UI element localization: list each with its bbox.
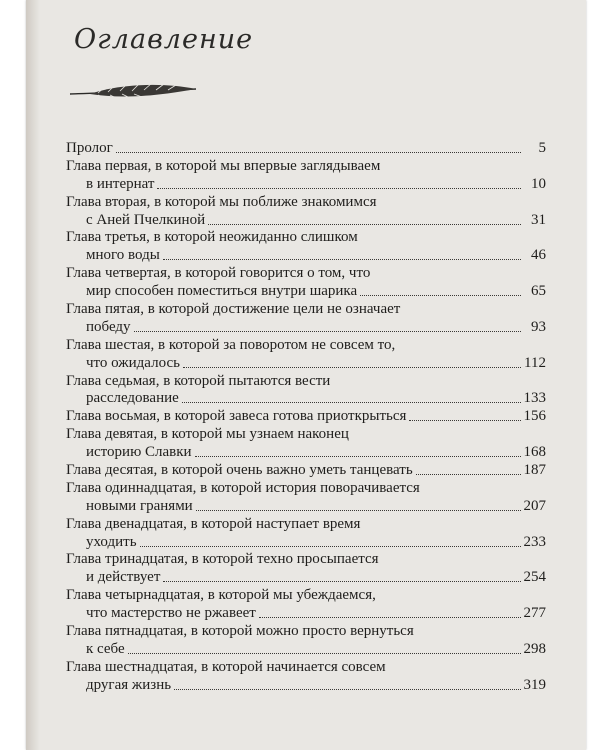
toc-entry — [66, 373, 546, 409]
toc-entry-line — [66, 569, 546, 587]
dot-leader — [196, 498, 521, 511]
toc-entry-text: Глава шестая, в которой за поворотом не совсем то, — [66, 336, 396, 353]
toc-entry-text: Глава одиннадцатая, в которой история поворачивается — [66, 479, 420, 496]
toc-page-number: 187 — [523, 462, 546, 479]
toc-entry-text: Глава десятая, в которой очень важно уметь танцевать — [66, 462, 413, 479]
book-page — [26, 0, 586, 750]
toc-entry-text: другая жизнь — [86, 676, 172, 693]
toc-entry-text: Глава вторая, в которой мы поближе знакомимся — [66, 193, 377, 210]
toc-entry-line — [66, 623, 546, 641]
dot-leader — [163, 247, 521, 260]
dot-leader — [163, 569, 520, 582]
toc-entry-text: Глава восьмая, в которой завеса готова приоткрыться — [66, 408, 407, 425]
toc-entry-text: в интернат — [86, 175, 155, 192]
toc-entry — [66, 229, 546, 265]
toc-page-number: 233 — [523, 533, 546, 550]
toc-entry — [66, 462, 546, 480]
toc-page-number: 298 — [523, 640, 546, 657]
toc-page-number: 5 — [538, 140, 546, 156]
toc-entry — [66, 337, 546, 373]
dot-leader — [182, 390, 521, 403]
toc-entry-text: расследование — [86, 390, 179, 407]
toc-entry-line — [66, 176, 546, 194]
toc-page-number: 10 — [531, 175, 546, 192]
toc-entry-line — [66, 265, 546, 283]
toc-entry-line — [66, 659, 546, 677]
toc-entry-line — [66, 373, 546, 391]
dot-leader — [128, 641, 521, 654]
toc-entry-line — [66, 408, 546, 426]
toc-entry-line — [66, 605, 546, 623]
toc-entry — [66, 426, 546, 462]
toc-entry-text: уходить — [86, 533, 137, 550]
toc-page-number: 277 — [523, 605, 546, 622]
toc-page-number: 207 — [523, 497, 546, 514]
toc-entry-text: и действует — [86, 569, 161, 586]
toc-entry-line — [66, 194, 546, 212]
dot-leader — [157, 176, 521, 189]
toc-entry-text: много воды — [86, 247, 160, 264]
toc-page-number: 133 — [523, 390, 546, 407]
toc-entry-line — [66, 551, 546, 569]
dot-leader — [259, 605, 521, 618]
toc-entry-line — [66, 158, 546, 176]
toc-page-number: 254 — [523, 569, 546, 586]
toc-page-number: 93 — [531, 318, 546, 335]
toc-entry-text: Глава первая, в которой мы впервые заглядываем — [66, 157, 381, 174]
toc-entry-text: Глава седьмая, в которой пытаются вести — [66, 372, 331, 389]
toc-entry-line — [66, 641, 546, 659]
toc-entry-line — [66, 390, 546, 408]
toc-page-number: 112 — [524, 354, 546, 371]
toc-entry — [66, 408, 546, 426]
toc-entry-text: победу — [86, 318, 131, 335]
dot-leader — [116, 140, 521, 153]
toc-entry-text: Глава пятнадцатая, в которой можно просто вернуться — [66, 623, 414, 640]
page-gutter-shadow — [26, 0, 40, 750]
dot-leader — [409, 408, 520, 421]
toc-entry-text: с Аней Пчелкиной — [86, 211, 206, 228]
toc-entry-line — [66, 355, 546, 373]
toc-entry-text: что мастерство не ржавеет — [86, 605, 256, 622]
toc-entry — [66, 659, 546, 695]
toc-entry-text: Глава четырнадцатая, в которой мы убеждаемся, — [66, 587, 376, 604]
toc-entry — [66, 516, 546, 552]
toc-entry-text: что ожидалось — [86, 354, 180, 371]
toc-entry-text: мир способен поместиться внутри шарика — [86, 283, 358, 300]
toc-page-number: 65 — [531, 283, 546, 300]
dot-leader — [208, 212, 521, 225]
dot-leader — [195, 444, 521, 457]
toc-entry-line — [66, 229, 546, 247]
dot-leader — [174, 677, 520, 690]
toc-entry — [66, 551, 546, 587]
toc-page-number: 319 — [523, 676, 546, 693]
toc-entry-text: новыми гранями — [86, 497, 193, 514]
toc-entry-line — [66, 444, 546, 462]
dot-leader — [183, 355, 521, 368]
toc-entry-line — [66, 480, 546, 498]
toc-entry-text: Глава четвертая, в которой говорится о том, что — [66, 265, 371, 282]
toc-entry-line — [66, 283, 546, 301]
toc-entry — [66, 301, 546, 337]
toc-entry — [66, 480, 546, 516]
toc-entry-line — [66, 462, 546, 480]
toc-entry-line — [66, 587, 546, 605]
toc-entry-line — [66, 212, 546, 230]
toc-entry-line — [66, 140, 546, 158]
toc-entry-line — [66, 516, 546, 534]
dot-leader — [134, 319, 521, 332]
page-title: Оглавление — [74, 24, 254, 55]
table-of-contents — [66, 140, 546, 695]
toc-entry — [66, 623, 546, 659]
toc-entry-text: Глава тринадцатая, в которой техно просыпается — [66, 551, 379, 568]
toc-entry — [66, 587, 546, 623]
feather-ornament-icon — [68, 80, 198, 106]
dot-leader — [140, 534, 521, 547]
toc-entry-line — [66, 498, 546, 516]
toc-entry-text: к себе — [86, 640, 125, 657]
toc-entry-line — [66, 677, 546, 695]
toc-entry — [66, 140, 546, 158]
toc-entry-line — [66, 426, 546, 444]
toc-entry-line — [66, 337, 546, 355]
toc-page-number: 46 — [531, 247, 546, 264]
toc-entry-line — [66, 247, 546, 265]
toc-entry-text: Глава двенадцатая, в которой наступает время — [66, 515, 361, 532]
toc-entry — [66, 158, 546, 194]
toc-entry — [66, 194, 546, 230]
toc-entry-text: Глава третья, в которой неожиданно слишком — [66, 229, 358, 246]
toc-entry-line — [66, 319, 546, 337]
dot-leader — [416, 462, 521, 475]
toc-entry-text: историю Славки — [86, 444, 192, 461]
dot-leader — [360, 283, 521, 296]
toc-entry-line — [66, 301, 546, 319]
toc-entry-text: Глава девятая, в которой мы узнаем наконец — [66, 426, 349, 443]
toc-page-number: 168 — [523, 444, 546, 461]
toc-entry — [66, 265, 546, 301]
toc-entry-line — [66, 534, 546, 552]
toc-page-number: 156 — [523, 408, 546, 425]
toc-entry-text: Пролог — [66, 140, 113, 156]
toc-page-number: 31 — [531, 211, 546, 228]
toc-entry-text: Глава шестнадцатая, в которой начинается совсем — [66, 658, 386, 675]
toc-entry-text: Глава пятая, в которой достижение цели не означает — [66, 301, 401, 318]
